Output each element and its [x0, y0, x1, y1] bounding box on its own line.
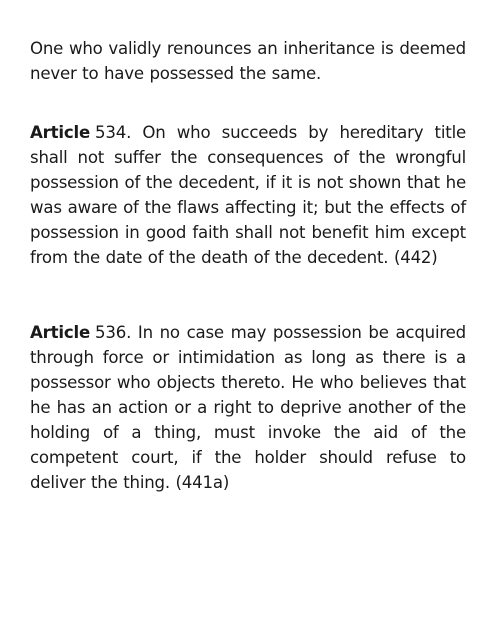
article-label: Article — [30, 123, 91, 142]
paragraph-article-534 — [30, 120, 466, 270]
paragraph-text: 534. On who succeeds by hereditary title shall not suffer the consequences of the wrongful possession of the decedent, if it is not shown that he was aware of the flaws affecting it; but the effects of possession in good faith shall not benefit him except from the date of the death of the decedent. (442) — [30, 123, 466, 267]
paragraph-renunciation — [30, 36, 466, 86]
document-page — [30, 36, 466, 495]
article-label: Article — [30, 323, 91, 342]
paragraph-article-536 — [30, 320, 466, 495]
paragraph-text: One who validly renounces an inheritance is deemed never to have possessed the same. — [30, 39, 466, 83]
paragraph-text: 536. In no case may possession be acquired through force or intimidation as long as there is a possessor who objects thereto. He who believes that he has an action or a right to deprive another of the holding of a thing, must invoke the aid of the competent court, if the holder should refuse to deliver the thing. (441a) — [30, 323, 466, 492]
